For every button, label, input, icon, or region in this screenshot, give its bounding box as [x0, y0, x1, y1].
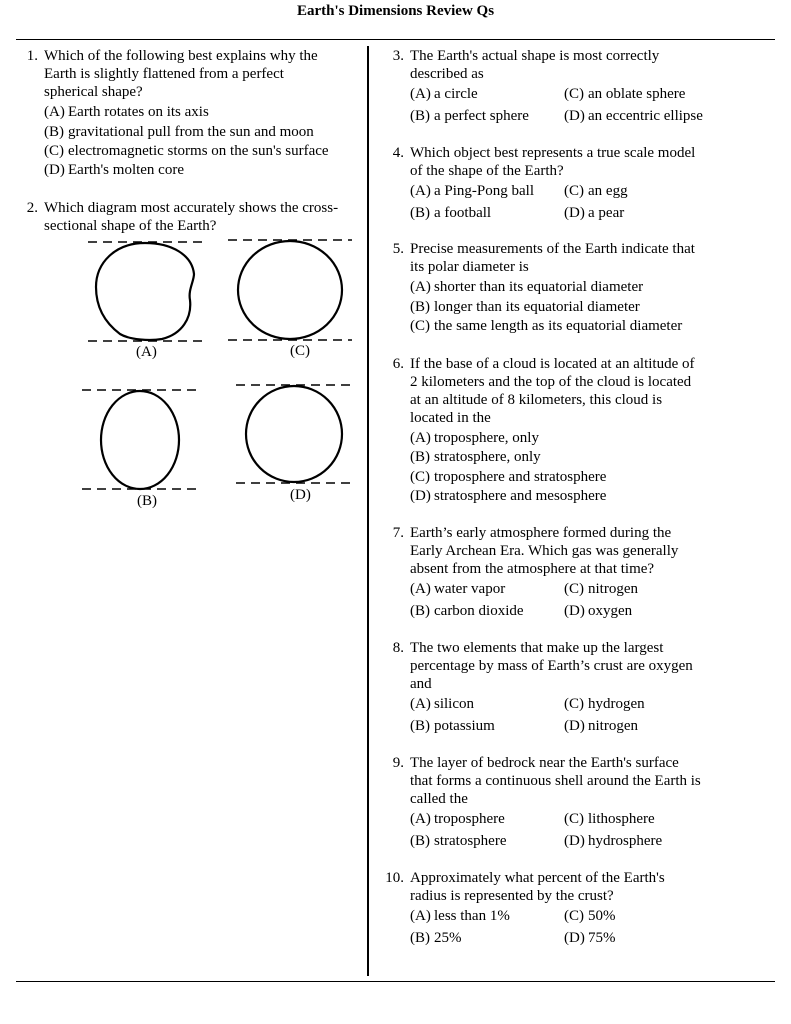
question-text: [410, 524, 678, 578]
question-line: sectional shape of the Earth?: [44, 218, 217, 234]
option-letter: (D): [564, 205, 585, 221]
option-letter: (B): [410, 299, 430, 315]
option-text: gravitational pull from the sun and moon: [68, 124, 314, 140]
question-line: Approximately what percent of the Earth's: [410, 870, 665, 886]
question-line: 2 kilometers and the top of the cloud is located: [410, 374, 692, 390]
option-text: the same length as its equatorial diameter: [434, 318, 683, 334]
option-b[interactable]: [410, 832, 506, 851]
question-line: percentage by mass of Earth’s crust are oxygen: [410, 658, 693, 674]
question-8: [382, 639, 762, 739]
question-line: The Earth's actual shape is most correctly: [410, 48, 660, 64]
diagram-b[interactable]: [82, 390, 196, 489]
option-letter: (A): [410, 279, 431, 295]
option-c[interactable]: [564, 907, 616, 926]
question-line: that forms a continuous shell around the Earth is: [410, 773, 701, 789]
option-c[interactable]: [564, 85, 685, 104]
question-text: [410, 144, 695, 180]
option-text: a football: [434, 205, 492, 221]
option-b[interactable]: [410, 107, 529, 126]
question-line: its polar diameter is: [410, 259, 529, 275]
question-number: 8.: [392, 640, 404, 656]
question-5: [382, 240, 762, 340]
question-text: [410, 355, 694, 427]
page-title: Earth's Dimensions Review Qs: [296, 3, 495, 19]
option-text: nitrogen: [588, 581, 638, 597]
option-letter: (C): [564, 811, 584, 827]
diagram-b-caption: (B): [137, 493, 157, 509]
question-text: [410, 240, 695, 276]
option-a[interactable]: [410, 810, 505, 829]
option-text: stratosphere and mesosphere: [434, 488, 607, 504]
question-number: 9.: [392, 755, 404, 771]
option-text: shorter than its equatorial diameter: [434, 279, 644, 295]
option-text: less than 1%: [434, 908, 510, 924]
option-letter: (C): [44, 143, 64, 159]
question-line: Which diagram most accurately shows the cross-: [44, 200, 339, 216]
option-text: Earth rotates on its axis: [68, 104, 209, 120]
option-letter: (D): [564, 603, 585, 619]
option-letter: (A): [410, 581, 431, 597]
question-line: and: [410, 676, 432, 692]
option-a[interactable]: [410, 429, 539, 448]
option-text: nitrogen: [588, 718, 638, 734]
option-letter: (A): [410, 86, 431, 102]
option-letter: (C): [564, 908, 584, 924]
question-9: [382, 754, 762, 854]
option-text: a pear: [588, 205, 625, 221]
question-line: Which object best represents a true scale model: [410, 145, 696, 161]
option-text: an egg: [588, 183, 628, 199]
question-number: 7.: [392, 525, 404, 541]
option-letter: (A): [410, 908, 431, 924]
option-letter: (B): [410, 205, 430, 221]
option-text: water vapor: [434, 581, 506, 597]
option-text: hydrosphere: [588, 833, 663, 849]
question-line: located in the: [410, 410, 491, 426]
option-letter: (B): [410, 108, 430, 124]
option-letter: (C): [564, 696, 584, 712]
option-text: stratosphere, only: [434, 449, 541, 465]
question-line: The two elements that make up the largest: [410, 640, 664, 656]
question-number: 2.: [26, 200, 38, 216]
option-c[interactable]: [564, 695, 645, 714]
option-letter: (A): [410, 696, 431, 712]
question-number: 10.: [385, 870, 404, 886]
question-6: [382, 355, 762, 510]
option-text: a Ping-Pong ball: [434, 183, 534, 199]
option-letter: (D): [564, 108, 585, 124]
option-text: 75%: [588, 930, 616, 946]
option-letter: (C): [564, 183, 584, 199]
question-number: 1.: [26, 48, 38, 64]
option-a[interactable]: [410, 907, 510, 926]
option-letter: (C): [564, 581, 584, 597]
option-text: troposphere, only: [434, 430, 539, 446]
question-line: Which of the following best explains why the: [44, 48, 318, 64]
option-text: 50%: [588, 908, 616, 924]
question-line: absent from the atmosphere at that time?: [410, 561, 655, 577]
option-letter: (A): [410, 183, 431, 199]
option-b[interactable]: [410, 298, 640, 317]
option-text: an eccentric ellipse: [588, 108, 703, 124]
diagram-d-caption: (D): [290, 487, 311, 503]
option-letter: (D): [564, 718, 585, 734]
question-3: [382, 47, 762, 127]
option-text: stratosphere: [434, 833, 507, 849]
option-text: lithosphere: [588, 811, 655, 827]
option-text: electromagnetic storms on the sun's surface: [68, 143, 329, 159]
question-line: Early Archean Era. Which gas was generally: [410, 543, 679, 559]
option-text: carbon dioxide: [434, 603, 524, 619]
question-text: [410, 639, 693, 693]
diagram-d[interactable]: [236, 385, 352, 483]
option-b[interactable]: [410, 717, 495, 736]
question-line: radius is represented by the crust?: [410, 888, 614, 904]
question-number: 6.: [392, 356, 404, 372]
question-text: [410, 869, 665, 905]
option-letter: (B): [410, 449, 430, 465]
question-line: If the base of a cloud is located at an altitude of: [410, 356, 695, 372]
option-text: troposphere and stratosphere: [434, 469, 607, 485]
option-letter: (B): [410, 930, 430, 946]
option-letter: (D): [410, 488, 431, 504]
option-a[interactable]: [410, 182, 534, 201]
option-text: longer than its equatorial diameter: [434, 299, 640, 315]
question-line: at an altitude of 8 kilometers, this cloud is: [410, 392, 663, 408]
diagram-a[interactable]: [88, 242, 205, 341]
question-line: described as: [410, 66, 484, 82]
option-d[interactable]: [564, 832, 662, 851]
question-line: spherical shape?: [44, 84, 143, 100]
question-line: Earth’s early atmosphere formed during the: [410, 525, 672, 541]
option-letter: (D): [564, 833, 585, 849]
option-text: Earth's molten core: [68, 162, 184, 178]
option-letter: (B): [410, 833, 430, 849]
question-10: [382, 869, 762, 954]
option-letter: (B): [410, 718, 430, 734]
option-d[interactable]: [564, 107, 703, 126]
question-line: The layer of bedrock near the Earth's surface: [410, 755, 679, 771]
option-text: troposphere: [434, 811, 505, 827]
option-b[interactable]: [410, 448, 541, 467]
option-text: 25%: [434, 930, 462, 946]
diagram-c[interactable]: [228, 240, 352, 340]
option-c[interactable]: [564, 810, 655, 829]
option-letter: (D): [564, 930, 585, 946]
question-number: 4.: [392, 145, 404, 161]
option-letter: (B): [410, 603, 430, 619]
option-d[interactable]: [564, 929, 616, 948]
option-letter: (D): [44, 162, 65, 178]
question-text: [410, 754, 701, 808]
option-a[interactable]: [410, 580, 505, 599]
option-letter: (C): [564, 86, 584, 102]
question-text: [410, 47, 659, 83]
option-text: hydrogen: [588, 696, 645, 712]
diagram-a-caption: (A): [136, 344, 157, 360]
option-letter: (A): [410, 430, 431, 446]
option-a[interactable]: [410, 278, 643, 297]
option-text: an oblate sphere: [588, 86, 686, 102]
option-text: a circle: [434, 86, 478, 102]
option-d[interactable]: [564, 602, 632, 621]
option-letter: (B): [44, 124, 64, 140]
option-b[interactable]: [410, 204, 491, 223]
option-text: silicon: [434, 696, 474, 712]
option-letter: (A): [44, 104, 65, 120]
option-b[interactable]: [410, 929, 462, 948]
question-line: of the shape of the Earth?: [410, 163, 564, 179]
option-d[interactable]: [564, 717, 638, 736]
option-c[interactable]: [410, 468, 606, 487]
option-c[interactable]: [564, 580, 638, 599]
option-letter: (C): [410, 318, 430, 334]
question-line: called the: [410, 791, 468, 807]
option-text: a perfect sphere: [434, 108, 529, 124]
question-number: 3.: [392, 48, 404, 64]
option-letter: (A): [410, 811, 431, 827]
question-line: Precise measurements of the Earth indicate that: [410, 241, 695, 257]
option-b[interactable]: [410, 602, 524, 621]
option-text: potassium: [434, 718, 495, 734]
option-c[interactable]: [410, 317, 682, 336]
option-c[interactable]: [564, 182, 628, 201]
option-a[interactable]: [410, 695, 474, 714]
option-d[interactable]: [564, 204, 624, 223]
option-text: oxygen: [588, 603, 633, 619]
question-number: 5.: [392, 241, 404, 257]
question-line: Earth is slightly flattened from a perfect: [44, 66, 284, 82]
question-7: [382, 524, 762, 624]
question-4: [382, 144, 762, 224]
option-letter: (C): [410, 469, 430, 485]
option-a[interactable]: [410, 85, 478, 104]
option-d[interactable]: [410, 487, 606, 506]
diagram-c-caption: (C): [290, 343, 310, 359]
